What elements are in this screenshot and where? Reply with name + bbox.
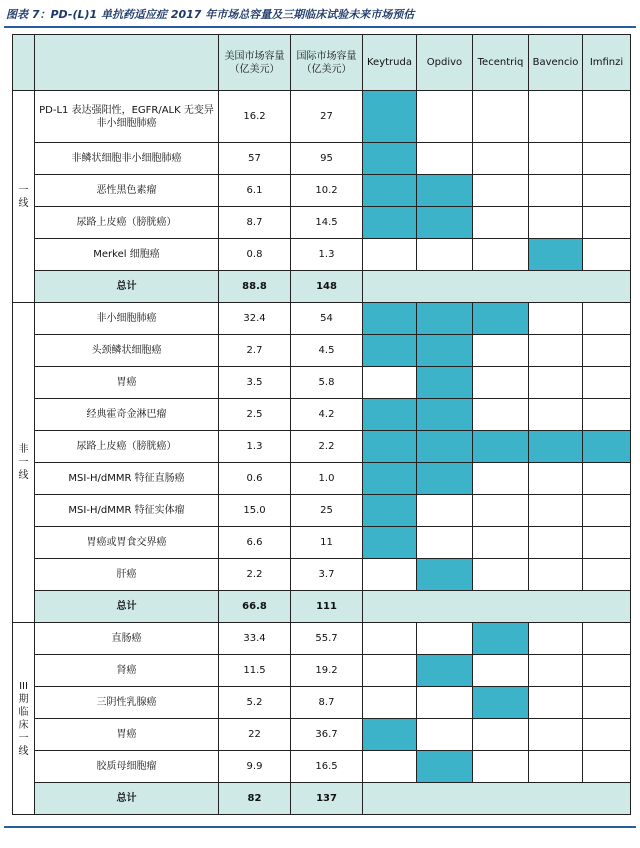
- us-market-cell: 9.9: [219, 751, 291, 783]
- drug-status-cell-tecentriq: [473, 303, 529, 335]
- us-market-cell: 16.2: [219, 91, 291, 143]
- indication-cell: 恶性黑色素瘤: [35, 175, 219, 207]
- total-label: 总计: [35, 271, 219, 303]
- drug-status-cell-imfinzi: [583, 559, 631, 591]
- header-indication: [35, 35, 219, 91]
- us-market-cell: 3.5: [219, 367, 291, 399]
- table-row: [13, 143, 631, 175]
- indication-cell: PD-L1 表达强阳性，EGFR/ALK 无变异非小细胞肺癌: [35, 91, 219, 143]
- us-market-cell: 2.2: [219, 559, 291, 591]
- table-row: [13, 719, 631, 751]
- drug-status-cell-opdivo: [417, 335, 473, 367]
- drug-status-cell-bavencio: [529, 399, 583, 431]
- us-market-cell: 33.4: [219, 623, 291, 655]
- section-label-char: 床: [18, 719, 29, 731]
- drug-status-cell-keytruda: [363, 559, 417, 591]
- header-drug-opdivo: Opdivo: [417, 35, 473, 91]
- indication-cell: 胃癌: [35, 719, 219, 751]
- drug-status-cell-keytruda: [363, 335, 417, 367]
- drug-status-cell-opdivo: [417, 143, 473, 175]
- drug-status-cell-imfinzi: [583, 495, 631, 527]
- intl-market-cell: 27: [291, 91, 363, 143]
- drug-status-cell-tecentriq: [473, 335, 529, 367]
- drug-status-cell-opdivo: [417, 175, 473, 207]
- drug-status-cell-bavencio: [529, 303, 583, 335]
- header-row: [13, 35, 631, 91]
- drug-status-cell-opdivo: [417, 719, 473, 751]
- header-intl-market: [291, 35, 363, 91]
- drug-status-cell-tecentriq: [473, 527, 529, 559]
- us-market-cell: 15.0: [219, 495, 291, 527]
- indication-cell: 胶质母细胞瘤: [35, 751, 219, 783]
- section-label-char: 一: [18, 732, 29, 744]
- drug-status-cell-tecentriq: [473, 495, 529, 527]
- section-label-char: 一: [18, 457, 29, 468]
- section-label-char: 线: [18, 745, 29, 757]
- intl-market-cell: 25: [291, 495, 363, 527]
- drug-status-cell-bavencio: [529, 239, 583, 271]
- drug-status-cell-opdivo: [417, 207, 473, 239]
- us-market-cell: 22: [219, 719, 291, 751]
- drug-status-cell-keytruda: [363, 719, 417, 751]
- section-label-char: 临: [18, 706, 29, 718]
- intl-market-cell: 3.7: [291, 559, 363, 591]
- drug-status-cell-keytruda: [363, 91, 417, 143]
- drug-status-cell-keytruda: [363, 175, 417, 207]
- drug-status-cell-imfinzi: [583, 239, 631, 271]
- intl-market-cell: 10.2: [291, 175, 363, 207]
- drug-status-cell-bavencio: [529, 527, 583, 559]
- drug-status-cell-opdivo: [417, 527, 473, 559]
- table-row: [13, 91, 631, 143]
- drug-status-cell-opdivo: [417, 559, 473, 591]
- drug-status-cell-keytruda: [363, 527, 417, 559]
- drug-status-cell-imfinzi: [583, 399, 631, 431]
- total-row: [13, 591, 631, 623]
- drug-status-cell-opdivo: [417, 751, 473, 783]
- drug-status-cell-keytruda: [363, 623, 417, 655]
- drug-status-cell-keytruda: [363, 495, 417, 527]
- section-label-char: 一: [18, 184, 29, 196]
- intl-market-cell: 16.5: [291, 751, 363, 783]
- intl-market-cell: 11: [291, 527, 363, 559]
- bottom-rule: [4, 826, 636, 828]
- total-us-market: 66.8: [219, 591, 291, 623]
- drug-status-cell-bavencio: [529, 367, 583, 399]
- section-label-char: 线: [18, 470, 29, 481]
- drug-status-cell-opdivo: [417, 687, 473, 719]
- intl-market-cell: 19.2: [291, 655, 363, 687]
- total-spacer: [363, 783, 631, 815]
- intl-market-cell: 1.3: [291, 239, 363, 271]
- table-row: [13, 175, 631, 207]
- table-row: [13, 463, 631, 495]
- drug-status-cell-bavencio: [529, 431, 583, 463]
- drug-status-cell-tecentriq: [473, 463, 529, 495]
- drug-status-cell-keytruda: [363, 655, 417, 687]
- section-label: [13, 623, 35, 815]
- intl-market-cell: 2.2: [291, 431, 363, 463]
- drug-status-cell-tecentriq: [473, 143, 529, 175]
- us-market-cell: 0.6: [219, 463, 291, 495]
- us-market-cell: 0.8: [219, 239, 291, 271]
- drug-status-cell-imfinzi: [583, 623, 631, 655]
- intl-market-cell: 4.5: [291, 335, 363, 367]
- drug-status-cell-opdivo: [417, 239, 473, 271]
- drug-status-cell-bavencio: [529, 207, 583, 239]
- drug-status-cell-tecentriq: [473, 559, 529, 591]
- drug-status-cell-imfinzi: [583, 175, 631, 207]
- table-row: [13, 335, 631, 367]
- drug-status-cell-imfinzi: [583, 751, 631, 783]
- total-us-market: 82: [219, 783, 291, 815]
- us-market-cell: 2.7: [219, 335, 291, 367]
- total-label: 总计: [35, 783, 219, 815]
- drug-status-cell-bavencio: [529, 623, 583, 655]
- total-intl-market: 137: [291, 783, 363, 815]
- section-label: [13, 303, 35, 623]
- drug-status-cell-tecentriq: [473, 239, 529, 271]
- indication-cell: 肾癌: [35, 655, 219, 687]
- figure-caption: 图表 7：PD-(L)1 单抗药适应症 2017 年市场总容量及三期临床试验未来市场预估: [6, 8, 415, 21]
- drug-status-cell-opdivo: [417, 463, 473, 495]
- drug-status-cell-keytruda: [363, 207, 417, 239]
- intl-market-cell: 5.8: [291, 367, 363, 399]
- section-label-char: 线: [18, 197, 29, 209]
- drug-status-cell-keytruda: [363, 367, 417, 399]
- drug-status-cell-bavencio: [529, 655, 583, 687]
- table-row: [13, 527, 631, 559]
- indication-cell: 胃癌或胃食交界癌: [35, 527, 219, 559]
- drug-status-cell-imfinzi: [583, 463, 631, 495]
- us-market-cell: 6.6: [219, 527, 291, 559]
- us-market-cell: 57: [219, 143, 291, 175]
- intl-market-cell: 55.7: [291, 623, 363, 655]
- header-drug-bavencio: Bavencio: [529, 35, 583, 91]
- section-label-char: III: [19, 680, 28, 692]
- header-drug-keytruda: Keytruda: [363, 35, 417, 91]
- table-row: [13, 655, 631, 687]
- drug-status-cell-opdivo: [417, 655, 473, 687]
- drug-status-cell-imfinzi: [583, 91, 631, 143]
- drug-status-cell-imfinzi: [583, 719, 631, 751]
- drug-status-cell-keytruda: [363, 143, 417, 175]
- table-row: [13, 367, 631, 399]
- header-drug-imfinzi: Imfinzi: [583, 35, 631, 91]
- drug-status-cell-bavencio: [529, 175, 583, 207]
- drug-status-cell-bavencio: [529, 463, 583, 495]
- intl-market-cell: 54: [291, 303, 363, 335]
- drug-status-cell-imfinzi: [583, 335, 631, 367]
- drug-status-cell-tecentriq: [473, 175, 529, 207]
- intl-market-cell: 1.0: [291, 463, 363, 495]
- total-intl-market: 111: [291, 591, 363, 623]
- table-row: [13, 239, 631, 271]
- top-rule: [4, 26, 636, 28]
- drug-status-cell-tecentriq: [473, 399, 529, 431]
- table-row: [13, 687, 631, 719]
- us-market-cell: 11.5: [219, 655, 291, 687]
- drug-status-cell-bavencio: [529, 751, 583, 783]
- drug-status-cell-bavencio: [529, 559, 583, 591]
- total-row: [13, 783, 631, 815]
- drug-status-cell-opdivo: [417, 303, 473, 335]
- indication-cell: Merkel 细胞癌: [35, 239, 219, 271]
- total-spacer: [363, 271, 631, 303]
- drug-status-cell-tecentriq: [473, 751, 529, 783]
- drug-status-cell-imfinzi: [583, 303, 631, 335]
- drug-status-cell-keytruda: [363, 303, 417, 335]
- drug-status-cell-tecentriq: [473, 719, 529, 751]
- intl-market-cell: 14.5: [291, 207, 363, 239]
- indication-cell: 尿路上皮癌（膀胱癌）: [35, 431, 219, 463]
- header-corner: [13, 35, 35, 91]
- drug-status-cell-imfinzi: [583, 655, 631, 687]
- drug-status-cell-tecentriq: [473, 207, 529, 239]
- table-row: [13, 399, 631, 431]
- indication-cell: MSI-H/dMMR 特征实体瘤: [35, 495, 219, 527]
- drug-status-cell-opdivo: [417, 399, 473, 431]
- drug-status-cell-keytruda: [363, 431, 417, 463]
- drug-status-cell-tecentriq: [473, 367, 529, 399]
- drug-status-cell-opdivo: [417, 91, 473, 143]
- drug-status-cell-imfinzi: [583, 527, 631, 559]
- drug-status-cell-imfinzi: [583, 367, 631, 399]
- total-row: [13, 271, 631, 303]
- table-body: [13, 91, 631, 815]
- indication-cell: 经典霍奇金淋巴瘤: [35, 399, 219, 431]
- indication-cell: 非小细胞肺癌: [35, 303, 219, 335]
- drug-status-cell-bavencio: [529, 687, 583, 719]
- us-market-cell: 5.2: [219, 687, 291, 719]
- total-us-market: 88.8: [219, 271, 291, 303]
- drug-status-cell-keytruda: [363, 687, 417, 719]
- drug-status-cell-imfinzi: [583, 431, 631, 463]
- drug-status-cell-opdivo: [417, 623, 473, 655]
- table-row: [13, 559, 631, 591]
- indication-cell: 尿路上皮癌（膀胱癌）: [35, 207, 219, 239]
- us-market-cell: 8.7: [219, 207, 291, 239]
- drug-status-cell-opdivo: [417, 431, 473, 463]
- drug-status-cell-tecentriq: [473, 655, 529, 687]
- indication-cell: 肝癌: [35, 559, 219, 591]
- intl-market-cell: 36.7: [291, 719, 363, 751]
- drug-status-cell-keytruda: [363, 239, 417, 271]
- drug-status-cell-keytruda: [363, 399, 417, 431]
- section-label: [13, 91, 35, 303]
- drug-status-cell-imfinzi: [583, 687, 631, 719]
- drug-status-cell-bavencio: [529, 143, 583, 175]
- indication-cell: MSI-H/dMMR 特征直肠癌: [35, 463, 219, 495]
- indication-cell: 直肠癌: [35, 623, 219, 655]
- table-row: [13, 495, 631, 527]
- intl-market-cell: 4.2: [291, 399, 363, 431]
- table-row: [13, 431, 631, 463]
- drug-status-cell-opdivo: [417, 367, 473, 399]
- drug-status-cell-bavencio: [529, 91, 583, 143]
- header-us-market: [219, 35, 291, 91]
- total-intl-market: 148: [291, 271, 363, 303]
- market-table: [12, 34, 631, 815]
- table-row: [13, 303, 631, 335]
- intl-market-cell: 95: [291, 143, 363, 175]
- drug-status-cell-bavencio: [529, 719, 583, 751]
- drug-status-cell-imfinzi: [583, 143, 631, 175]
- indication-cell: 头颈鳞状细胞癌: [35, 335, 219, 367]
- header-us-market-text: 美国市场容量 （亿美元）: [224, 50, 285, 75]
- us-market-cell: 32.4: [219, 303, 291, 335]
- drug-status-cell-tecentriq: [473, 623, 529, 655]
- section-label-char: 非: [18, 444, 29, 455]
- us-market-cell: 2.5: [219, 399, 291, 431]
- section-label-char: 期: [18, 693, 29, 705]
- drug-status-cell-tecentriq: [473, 431, 529, 463]
- intl-market-cell: 8.7: [291, 687, 363, 719]
- drug-status-cell-imfinzi: [583, 207, 631, 239]
- drug-status-cell-opdivo: [417, 495, 473, 527]
- indication-cell: 三阴性乳腺癌: [35, 687, 219, 719]
- table-row: [13, 623, 631, 655]
- us-market-cell: 1.3: [219, 431, 291, 463]
- drug-status-cell-bavencio: [529, 495, 583, 527]
- drug-status-cell-keytruda: [363, 751, 417, 783]
- indication-cell: 胃癌: [35, 367, 219, 399]
- total-label: 总计: [35, 591, 219, 623]
- total-spacer: [363, 591, 631, 623]
- drug-status-cell-tecentriq: [473, 687, 529, 719]
- table-row: [13, 207, 631, 239]
- header-intl-market-text: 国际市场容量 （亿美元）: [296, 50, 357, 75]
- drug-status-cell-keytruda: [363, 463, 417, 495]
- drug-status-cell-bavencio: [529, 335, 583, 367]
- header-drug-tecentriq: Tecentriq: [473, 35, 529, 91]
- table-row: [13, 751, 631, 783]
- us-market-cell: 6.1: [219, 175, 291, 207]
- drug-status-cell-tecentriq: [473, 91, 529, 143]
- indication-cell: 非鳞状细胞非小细胞肺癌: [35, 143, 219, 175]
